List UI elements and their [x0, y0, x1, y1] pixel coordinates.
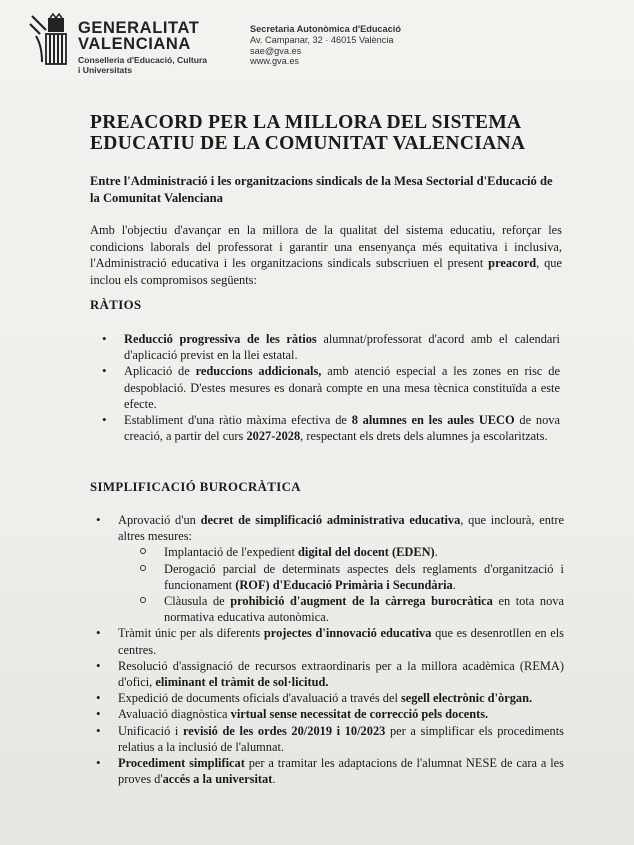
list-item: • Aplicació de reduccions addicionals, amb atenció especial a les zones en risc de despoblació. D'estes mesures es donarà compte en una mesa tècnica constituïda a este efecte.: [102, 363, 560, 411]
section-heading-ratios: RÀTIOS: [90, 298, 142, 312]
office-email: sae@gva.es: [250, 45, 302, 56]
org-title-line1: GENERALITAT: [78, 19, 200, 37]
office-name: Secretaria Autonòmica d'Educació: [250, 24, 401, 34]
document-title: [90, 112, 570, 154]
section-heading-simplification: SIMPLIFICACIÓ BUROCRÀTICA: [90, 480, 301, 494]
list-item: • Expedició de documents oficials d'avaluació a través del segell electrònic d'òrgan.: [96, 690, 533, 706]
list-item: • Procediment simplificat per a tramitar les adaptacions de l'alumnat NESE de cara a les proves d'accés a la universitat.: [96, 755, 564, 787]
ratios-list: [102, 331, 560, 444]
list-item: • Reducció progressiva de les ràtios alumnat/professorat d'acord amb el calendari d'aplicació previst en la llei estatal.: [102, 331, 560, 363]
list-item: • Resolució d'assignació de recursos extraordinaris per a la millora acadèmica (REMA) d'ofici, eliminant el tràmit de sol·licitud.: [96, 657, 564, 690]
list-item: • Unificació i revisió de les ordes 20/2019 i 10/2023 per a simplificar els procediments relatius a la inclusió de l'alumnat.: [96, 722, 564, 754]
simplification-sublist: [140, 544, 564, 625]
org-title-line2: VALENCIANA: [78, 35, 191, 53]
list-item: • Aprovació d'un decret de simplificació administrativa educativa, que inclourà, entre altres mesures: Implantació de l'expedient digital del docent (EDEN). Derogació parcial de determinats aspectes dels reglaments d'organització i funcionament (ROF) d'Educació Primària i Secundària. Clàusula de prohibició d'augment de la càrrega burocràtica en tota nova normativa educativa autonòmica.: [96, 512, 564, 625]
logo-text: [78, 20, 248, 75]
list-item: • Tràmit únic per als diferents projectes d'innovació educativa que es desenrotllen en els centres.: [96, 625, 564, 657]
title-line2: EDUCATIU DE LA COMUNITAT VALENCIANA: [90, 133, 526, 154]
title-line1: PREACORD PER LA MILLORA DEL SISTEMA: [90, 112, 522, 133]
document-subtitle: Entre l'Administració i les organitzacions sindicals de la Mesa Sectorial d'Educació de la Comunitat Valenciana: [90, 174, 553, 205]
sub-list-item: Implantació de l'expedient digital del docent (EDEN).: [140, 544, 564, 560]
list-item: • Avaluació diagnòstica virtual sense necessitat de correcció pels docents.: [96, 706, 489, 722]
intro-bold-term: preacord: [488, 256, 537, 270]
office-contact-block: [250, 24, 401, 67]
office-address: Av. Campanar, 32 · 46015 València: [250, 34, 394, 45]
list-item: • Establiment d'una ràtio màxima efectiva de 8 alumnes en les aules UECO de nova creació, a partir del curs 2027-2028, respectant els drets dels alumnes ja escolaritzats.: [102, 412, 560, 444]
sub-list-item: Derogació parcial de determinats aspectes dels reglaments d'organització i funcionament (ROF) d'Educació Primària i Secundària.: [140, 561, 564, 593]
intro-paragraph: Amb l'objectiu d'avançar en la millora de la qualitat del sistema educatiu, reforçar les condicions laborals del professorat i garantir una ensenyança més equitativa i inclusiva, l'Administració educativa i les organitzacions sindicals subscriuen el present preacord, que inclou els compromisos següents:: [90, 223, 562, 287]
department-line1: Conselleria d'Educació, Cultura: [78, 55, 208, 65]
department-line2: i Universitats: [78, 64, 132, 75]
office-web: www.gva.es: [250, 56, 300, 67]
sub-list-item: Clàusula de prohibició d'augment de la càrrega burocràtica en tota nova normativa educativa autonòmica.: [140, 593, 564, 625]
simplification-list: [96, 512, 564, 787]
coat-of-arms-icon: [26, 12, 72, 68]
